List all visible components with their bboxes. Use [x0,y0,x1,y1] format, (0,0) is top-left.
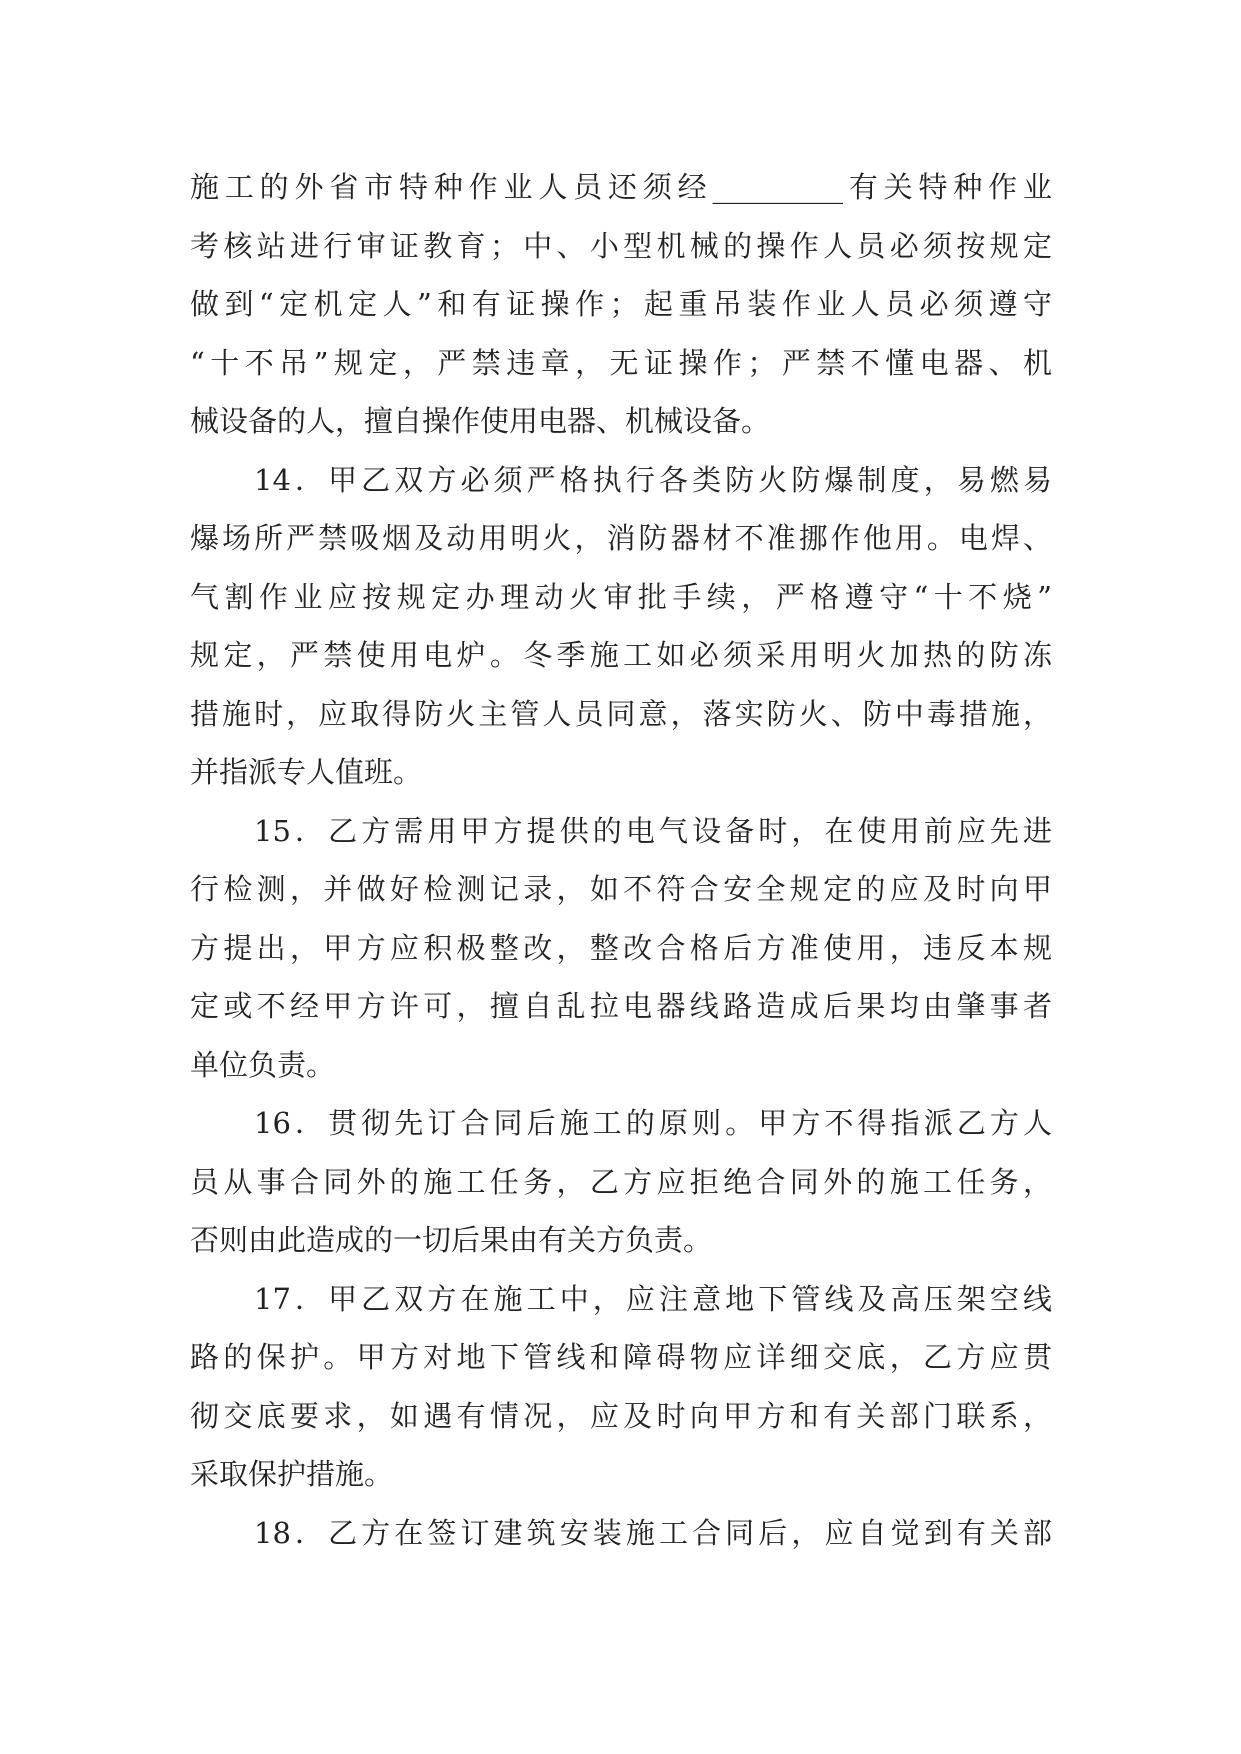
text-line: 爆场所严禁吸烟及动用明火，消防器材不准挪作他用。电焊、 [190,521,1052,555]
text-line: 17．甲乙双方在施工中，应注意地下管线及高压架空线 [254,1281,1052,1316]
paragraph-14 [190,451,1052,802]
text-line: 采取保护措施。 [190,1457,394,1491]
text-line: 规定，严禁使用电炉。冬季施工如必须采用明火加热的防冻 [190,638,1052,672]
paragraph-16 [190,1094,1052,1270]
text-line: “十不吊”规定，严禁违章，无证操作；严禁不懂电器、机 [190,345,1052,380]
text-line: 械设备的人，擅自操作使用电器、机械设备。 [190,404,771,438]
text-line: 路的保护。甲方对地下管线和障碍物应详细交底，乙方应贯 [190,1340,1052,1374]
paragraph-13-continued [190,158,1052,451]
text-line: 措施时，应取得防火主管人员同意，落实防火、防中毒措施， [190,696,1052,731]
text-line: 行检测，并做好检测记录，如不符合安全规定的应及时向甲 [190,872,1052,906]
text-line: 做到“定机定人”和有证操作；起重吊装作业人员必须遵守 [190,287,1052,321]
text-line: 16．贯彻先订合同后施工的原则。甲方不得指派乙方人 [254,1106,1052,1140]
text-line: 并指派专人值班。 [190,755,423,789]
document-body [190,158,1052,1562]
paragraph-18 [190,1504,1052,1563]
text-line: 定或不经甲方许可，擅自乱拉电器线路造成后果均由肇事者 [190,989,1052,1023]
text-line: 18．乙方在签订建筑安装施工合同后，应自觉到有关部 [254,1515,1052,1550]
text-line: 员从事合同外的施工任务，乙方应拒绝合同外的施工任务， [190,1164,1052,1199]
paragraph-17 [190,1270,1052,1504]
text-line: 方提出，甲方应积极整改，整改合格后方准使用，违反本规 [190,930,1052,965]
paragraph-15 [190,802,1052,1095]
text-line: 单位负责。 [190,1047,336,1082]
text-line: 否则由此造成的一切后果由有关方负责。 [190,1223,713,1257]
text-line: 气割作业应按规定办理动火审批手续，严格遵守“十不烧” [190,579,1052,614]
text-line: 彻交底要求，如遇有情况，应及时向甲方和有关部门联系， [190,1398,1052,1433]
text-line: 15．乙方需用甲方提供的电气设备时，在使用前应先进 [254,813,1052,848]
text-line: 施工的外省市特种作业人员还须经_________有关特种作业 [190,170,1052,204]
text-line: 14．甲乙双方必须严格执行各类防火防爆制度，易燃易 [254,462,1052,497]
text-line: 考核站进行审证教育；中、小型机械的操作人员必须按规定 [190,228,1052,263]
